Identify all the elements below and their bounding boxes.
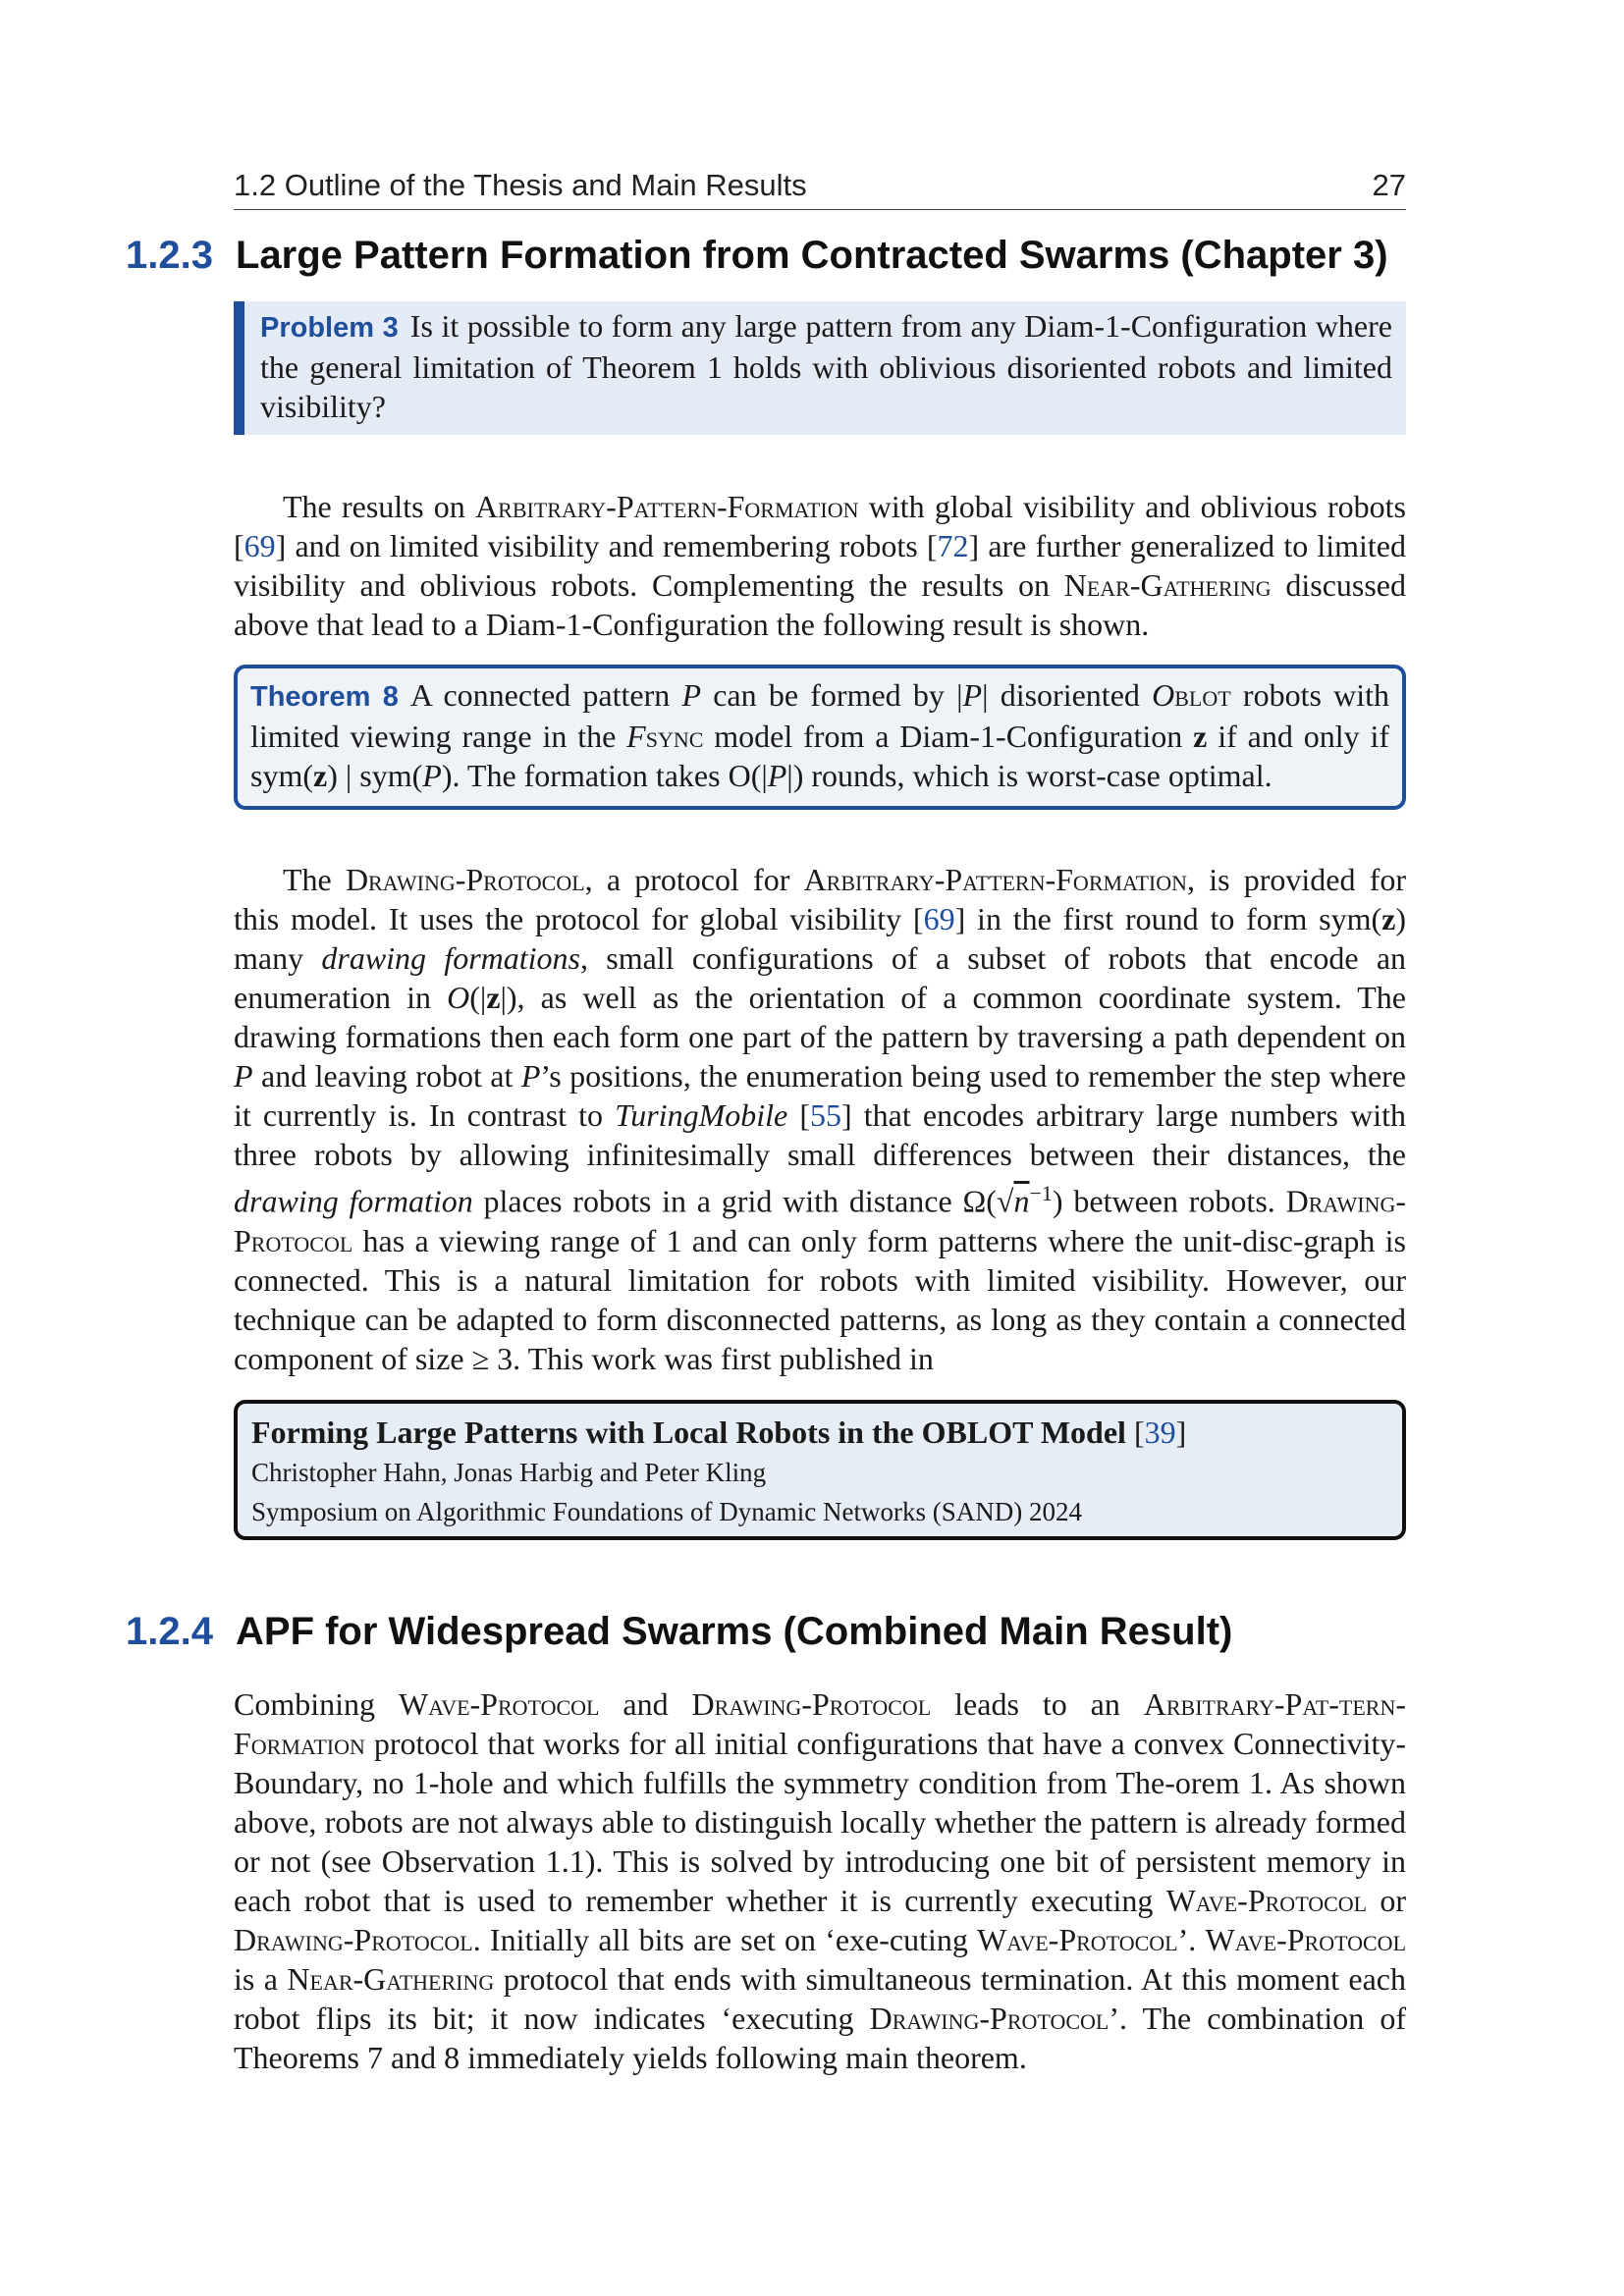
publication-title: Forming Large Patterns with Local Robots in the OBLOT Model [39] xyxy=(251,1415,1187,1450)
running-header xyxy=(234,164,1406,210)
citation-link[interactable]: 69 xyxy=(923,901,955,936)
section-heading-1-2-3 xyxy=(126,231,1422,280)
problem-box xyxy=(234,301,1406,435)
section-number: 1.2.4 xyxy=(126,1610,213,1653)
citation-link[interactable]: 69 xyxy=(244,528,276,563)
section-title: Large Pattern Formation from Contracted Swarms (Chapter 3) xyxy=(236,234,1388,277)
term-arbitrary-pattern-formation: Arbitrary-Pattern-Formation xyxy=(475,489,859,524)
publication-authors: Christopher Hahn, Jonas Harbig and Peter Kling xyxy=(251,1458,767,1487)
term-near-gathering: Near-Gathering xyxy=(1063,567,1272,603)
section-title: APF for Widespread Swarms (Combined Main Result) xyxy=(236,1610,1233,1653)
citation-link[interactable]: 55 xyxy=(809,1097,841,1133)
section-heading-1-2-4 xyxy=(126,1607,1422,1656)
paragraph-results: The results on Arbitrary-Pattern-Formation with global visibility and oblivious robots [69] and on limited visibility and remembering robots [72] are further generalized to limited visibility and oblivious robots. Complementing the results on Near-Gathering discussed above that lead to a Diam-1-Configuration the following result is shown. xyxy=(234,489,1407,642)
page-number: 27 xyxy=(1372,168,1406,202)
publication-box xyxy=(234,1400,1406,1540)
problem-text: Is it possible to form any large pattern from any Diam-1-Configuration where the general limitation of Theorem 1 holds with oblivious disoriented robots and limited visibility? xyxy=(260,308,1392,424)
paragraph-drawing-protocol: The Drawing-Protocol, a protocol for Arbitrary-Pattern-Formation, is provided for this model. It uses the protocol for global visibility [69] in the first round to form sym(z) many drawing formations, small configurations of a subset of robots that encode an enumeration in O(|z|), as well as the orientation of a common coordinate system. The drawing formations then each form one part of the pattern by traversing a path dependent on P and leaving robot at P’s positions, the enumeration being used to remember the step where it currently is. In contrast to TuringMobile [55] that encodes arbitrary large numbers with three robots by allowing infinitesimally small differences between their distances, the drawing formation places robots in a grid with distance $\Omega(√n^{-1})$ between robots. Drawing-Protocol has a viewing range of 1 and can only form patterns where the unit-disc-graph is connected. This is a natural limitation for robots with limited visibility. However, our technique can be adapted to form disconnected patterns, as long as they contain a connected component of size ≥ 3. This work was first published in xyxy=(234,862,1407,1376)
running-header-title: 1.2 Outline of the Thesis and Main Results xyxy=(234,168,807,202)
problem-label: Problem 3 xyxy=(260,312,399,344)
section-number: 1.2.3 xyxy=(126,234,213,277)
theorem-box: Theorem 8 A connected pattern P can be formed by |P| disoriented Oblot robots with limited viewing range in the Fsync model from a Diam-1-Configuration z if and only if sym(z) | sym(P). The formation takes O(|P|) rounds, which is worst-case optimal. xyxy=(234,665,1406,810)
citation-link[interactable]: 72 xyxy=(937,528,969,563)
paragraph-combined-result: Combining Wave-Protocol and Drawing-Protocol leads to an Arbitrary-Pat-tern-Formation protocol that works for all initial configurations that have a convex Connectivity-Boundary, no 1-hole and which fulfills the symmetry condition from The-orem 1. As shown above, robots are not always able to distinguish locally whether the pattern is already formed or not (see Observation 1.1). This is solved by introducing one bit of persistent memory in each robot that is used to remember whether it is currently executing Wave-Protocol or Drawing-Protocol. Initially all bits are set on ‘exe-cuting Wave-Protocol’. Wave-Protocol is a Near-Gathering protocol that ends with simultaneous termination. At this moment each robot flips its bit; it now indicates ‘executing Drawing-Protocol’. The combination of Theorems 7 and 8 immediately yields following main theorem. xyxy=(234,1686,1407,2075)
theorem-label: Theorem 8 xyxy=(250,681,399,713)
citation-link[interactable]: 39 xyxy=(1144,1415,1176,1450)
publication-venue: Symposium on Algorithmic Foundations of Dynamic Networks (SAND) 2024 xyxy=(251,1497,1082,1526)
